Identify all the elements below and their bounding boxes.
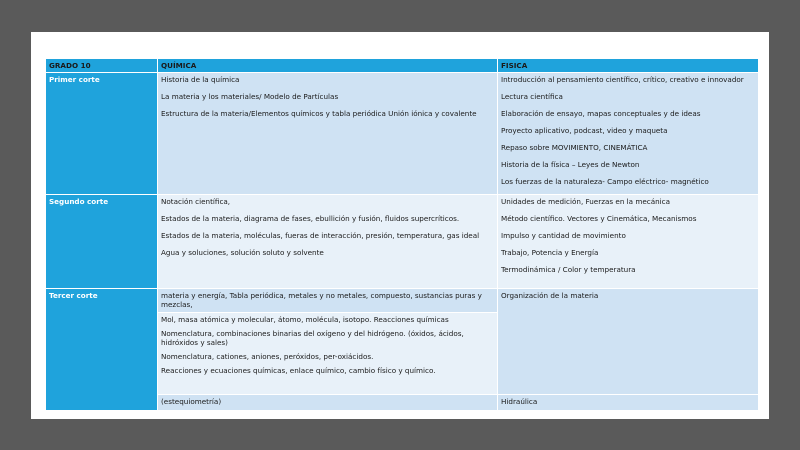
- list-item: Historia de la química: [161, 75, 240, 84]
- list-item: Estructura de la materia/Elementos químicos y tabla periódica Unión iónica y covalente: [161, 109, 477, 118]
- chemistry-cell: materia y energía, Tabla periódica, metales y no metales, compuesto, sustancias puras y mezclas,: [158, 289, 498, 313]
- row-label: Primer corte: [46, 73, 158, 195]
- list-item: Reacciones y ecuaciones químicas, enlace químico, cambio físico y químico.: [161, 366, 436, 375]
- chemistry-cell: [158, 73, 498, 195]
- list-item: Termodinámica / Color y temperatura: [501, 265, 636, 274]
- table-row: [46, 289, 759, 313]
- list-item: Estados de la materia, moléculas, fueras de interacción, presión, temperatura, gas ideal: [161, 231, 480, 240]
- list-item: Impulso y cantidad de movimiento: [501, 231, 626, 240]
- header-physics: FISICA: [498, 59, 759, 73]
- header-grade: GRADO 10: [46, 59, 158, 73]
- list-item: Trabajo, Potencia y Energía: [501, 248, 599, 257]
- row-label: Tercer corte: [46, 289, 158, 411]
- list-item: Organización de la materia: [501, 291, 599, 300]
- slide: [31, 32, 769, 419]
- chemistry-cell: [158, 313, 498, 395]
- list-item: Unidades de medición, Fuerzas en la mecánica: [501, 197, 671, 206]
- list-item: Agua y soluciones, solución soluto y solvente: [161, 248, 324, 257]
- table-row: [46, 73, 759, 195]
- list-item: Nomenclatura, cationes, aniones, peróxidos, per-oxiácidos.: [161, 352, 374, 361]
- list-item: Historia de la física – Leyes de Newton: [501, 160, 640, 169]
- list-item: Lectura científica: [501, 92, 563, 101]
- list-item: Los fuerzas de la naturaleza- Campo eléctrico- magnético: [501, 177, 709, 186]
- list-item: Notación científica,: [161, 197, 231, 206]
- list-item: Estados de la materia, diagrama de fases, ebullición y fusión, fluidos supercríticos.: [161, 214, 460, 223]
- table-row: [46, 195, 759, 289]
- chemistry-cell: [158, 195, 498, 289]
- list-item: Elaboración de ensayo, mapas conceptuales y de ideas: [501, 109, 701, 118]
- list-item: Introducción al pensamiento científico, crítico, creativo e innovador: [501, 75, 744, 84]
- physics-cell: Hidraúlica: [498, 395, 759, 411]
- list-item: Nomenclatura, combinaciones binarias del oxígeno y del hidrógeno. (óxidos, ácidos, hidróxidos y sales): [161, 329, 464, 347]
- row-label: Segundo corte: [46, 195, 158, 289]
- physics-cell: [498, 195, 759, 289]
- curriculum-table: [45, 58, 759, 411]
- header-row: [46, 59, 759, 73]
- list-item: Repaso sobre MOVIMIENTO, CINEMÁTICA: [501, 143, 648, 152]
- physics-cell: [498, 289, 759, 395]
- list-item: Método científico. Vectores y Cinemática, Mecanismos: [501, 214, 697, 223]
- header-chemistry: QUÍMICA: [158, 59, 498, 73]
- physics-cell: [498, 73, 759, 195]
- list-item: Mol, masa atómica y molecular, átomo, molécula, isotopo. Reacciones químicas: [161, 315, 449, 324]
- chemistry-cell: (estequiometría): [158, 395, 498, 411]
- list-item: La materia y los materiales/ Modelo de Partículas: [161, 92, 339, 101]
- list-item: Proyecto aplicativo, podcast, video y maqueta: [501, 126, 668, 135]
